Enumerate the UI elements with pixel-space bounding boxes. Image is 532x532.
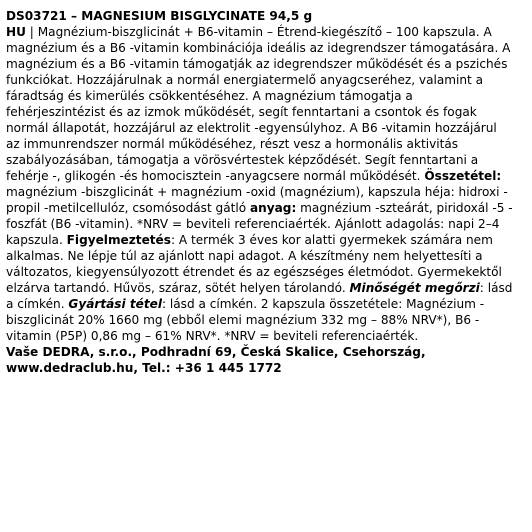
- production-batch-label: Gyártási tétel: [68, 297, 162, 311]
- warning-text: : A termék 3 éves kor alatti gyermekek számára nem alkalmas. Ne lépje túl az ajánlott napi adagot. A készítmény nem helyettesíti a változatos, kiegyensúlyozott étrendet és az egészséges életmódot. Gyermekektől elzárva tartandó. Hűvös, száraz, sötét helyen tárolandó.: [6, 233, 502, 295]
- ingredients-text: magnézium -biszglicinát + magnézium -oxid (magnézium), kapszula héja: hidroxi -propil -metilcellulóz, csomósodást gátló: [6, 185, 508, 215]
- anyag-text: magnézium -szteárát, piridoxál -5 -foszfát (B6 -vitamin). *NRV = beviteli referenciaérték. Ajánlott adagolás: napi 2–4 kapszula.: [6, 201, 513, 247]
- ingredients-label: Összetétel:: [424, 169, 502, 183]
- language-separator: |: [25, 25, 38, 39]
- manufacturer-contact: www.dedraclub.hu, Tel.: +36 1 445 1772: [6, 361, 282, 375]
- production-batch-text: : lásd a címkén. 2 kapszula összetétele: Magnézium -biszglicinát 20% 1660 mg (ebből elemi magnézium 332 mg – 88% NRV*), B6 -vitamin (P5P) 0,86 mg – 61% NRV*. *NRV = beviteli referenciaérték.: [6, 297, 485, 343]
- anyag-label: anyag:: [249, 201, 297, 215]
- intro-text: Magnézium-biszglicinát + B6-vitamin – Étrend-kiegészítő – 100 kapszula. A magnézium és a B6 -vitamin kombinációja ideális az idegrendszer támogatására. A magnézium és a B6 -vitamin támogatják az idegrendszer működését és a pszichés funkciókat. Hozzájárulnak a normál energiatermelő anyagcseréhez, valamint a fáradtság és kimerülés csökkentéséhez. A magnézium támogatja a fehérjeszintézist és az izmok működését, segít fenntartani a csontok és fogak normál állapotát, hozzájárul az elektrolit -egyensúlyhoz. A B6 -vitamin hozzájárul az immunrendszer normál működéséhez, részt vesz a hormonális aktivitás szabályozásában, támogatja a vörösvértestek képződését. Segít fenntartani a fehérje -, glikogén -és homocisztein -anyagcsere normál működését.: [6, 25, 511, 183]
- warning-label: Figyelmeztetés: [66, 233, 171, 247]
- product-title: DS03721 – MAGNESIUM BISGLYCINATE 94,5 g: [6, 9, 313, 23]
- language-code: HU: [6, 25, 26, 39]
- best-before-label: Minőségét megőrzi: [349, 281, 480, 295]
- best-before-text: : lásd a címkén.: [6, 281, 513, 311]
- manufacturer-address: Vaše DEDRA, s.r.o., Podhradní 69, Česká Skalice, Csehország,: [6, 345, 426, 359]
- label-body-text: [6, 24, 514, 344]
